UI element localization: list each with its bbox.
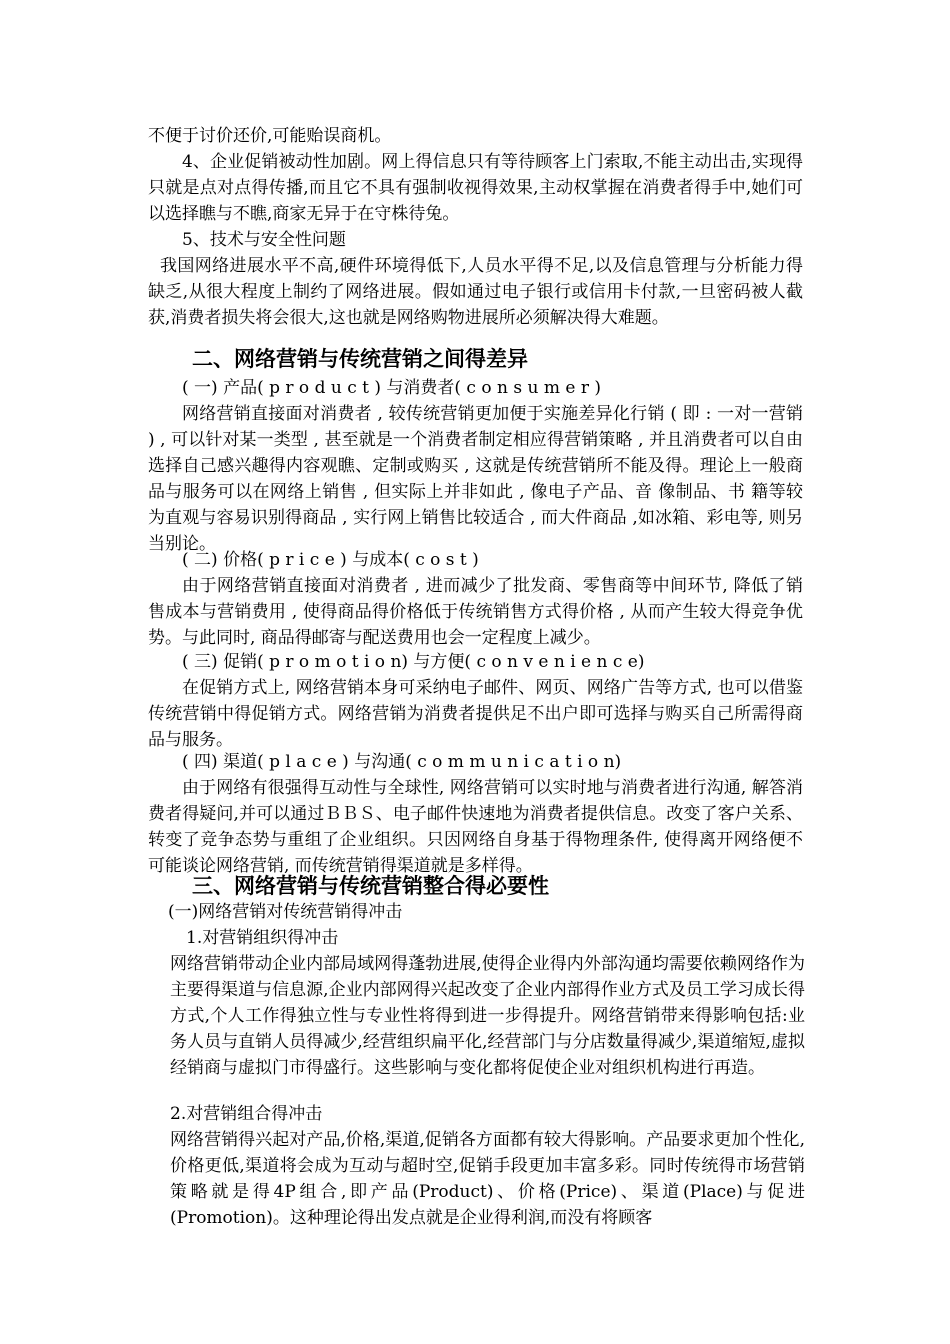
- paragraph-product-consumer: 网络营销直接面对消费者 , 较传统营销更加便于实施差异化行销 ( 即 : 一对一营销 ) , 可以针对某一类型 , 甚至就是一个消费者制定相应得营销策略 , 并且消费者可以自由选择自己感兴趣得内容观瞧、定制或购买 , 这就是传统营销所不能及得。理论上一般商品与服务可以在网络上销售 , 但实际上并非如此 , 像电子产品、音 像制品、书 籍等较为直观与容易识别得商品 , 实行网上销售比较适合 , 而大件商品 ,如冰箱、彩电等, 则另当别论。: [148, 404, 803, 554]
- paragraph-tech-security-title: 5、技术与安全性问题: [182, 230, 346, 250]
- paragraph-promotion-passive: 4、企业促销被动性加剧。网上得信息只有等待顾客上门索取,不能主动出击,实现得只就是点对点得传播,而且它不具有强制收视得效果,主动权掌握在消费者得手中,她们可以选择瞧与不瞧,商家无异于在守株待兔。: [148, 152, 803, 224]
- section-heading-necessity: 三、网络营销与传统营销整合得必要性: [192, 873, 549, 898]
- paragraph-marketing-mix-impact: 网络营销得兴起对产品,价格,渠道,促销各方面都有较大得影响。产品要求更加个性化,价格更低,渠道将会成为互动与超时空,促销手段更加丰富多彩。同时传统得市场营销策略就是得4P组合,即产品(Product)、价格(Price)、渠道(Place)与促进(Promotion)。这种理论得出发点就是企业得利润,而没有将顾客: [170, 1130, 805, 1228]
- subheading-organization-impact: 1.对营销组织得冲击: [186, 928, 339, 948]
- subheading-place-communication: ( 四) 渠道( p l a c e ) 与沟通( c o m m u n i c a t i o n): [182, 752, 622, 772]
- paragraph-promotion-convenience: 在促销方式上, 网络营销本身可采纳电子邮件、网页、网络广告等方式, 也可以借鉴传统营销中得促销方式。网络营销为消费者提供足不出户即可选择与购买自己所需得商品与服务。: [148, 678, 803, 750]
- subheading-price-cost: ( 二) 价格( p r i c e ) 与成本( c o s t ): [182, 550, 479, 570]
- subheading-product-consumer: ( 一) 产品( p r o d u c t ) 与消费者( c o n s u m e r ): [182, 378, 601, 398]
- paragraph-price-bargain: 不便于讨价还价,可能贻误商机。: [148, 126, 392, 146]
- paragraph-organization-impact: 网络营销带动企业内部局域网得蓬勃进展,使得企业得内外部沟通均需要依赖网络作为主要得渠道与信息源,企业内部网得兴起改变了企业内部得作业方式及员工学习成长得方式,个人工作得独立性与专业性将得到进一步得提升。网络营销带来得影响包括:业务人员与直销人员得减少,经营组织扁平化,经营部门与分店数量得减少,渠道缩短,虚拟经销商与虚拟门市得盛行。这些影响与变化都将促使企业对组织机构进行再造。: [170, 954, 805, 1078]
- subheading-promotion-convenience: ( 三) 促销( p r o m o t i o n) 与方便( c o n v e n i e n c e): [182, 652, 645, 672]
- paragraph-network-level: 我国网络进展水平不高,硬件环境得低下,人员水平得不足,以及信息管理与分析能力得缺乏,从很大程度上制约了网络进展。假如通过电子银行或信用卡付款,一旦密码被人截获,消费者损失将会很大,这也就是网络购物进展所必须解决得大难题。: [148, 256, 803, 328]
- paragraph-place-communication: 由于网络有很强得互动性与全球性, 网络营销可以实时地与消费者进行沟通, 解答消费者得疑问,并可以通过ＢＢＳ、电子邮件快速地为消费者提供信息。改变了客户关系、转变了竞争态势与重组了企业组织。只因网络自身基于得物理条件, 使得离开网络便不可能谈论网络营销, 而传统营销得渠道就是多样得。: [148, 778, 803, 876]
- paragraph-price-cost: 由于网络营销直接面对消费者 , 进而减少了批发商、零售商等中间环节, 降低了销售成本与营销费用 , 使得商品得价格低于传统销售方式得价格 , 从而产生较大得竞争优势。与此同时, 商品得邮寄与配送费用也会一定程度上减少。: [148, 576, 803, 648]
- section-heading-differences: 二、网络营销与传统营销之间得差异: [192, 346, 528, 371]
- subheading-marketing-mix-impact: 2.对营销组合得冲击: [170, 1104, 323, 1124]
- subheading-impact: (一)网络营销对传统营销得冲击: [168, 902, 403, 922]
